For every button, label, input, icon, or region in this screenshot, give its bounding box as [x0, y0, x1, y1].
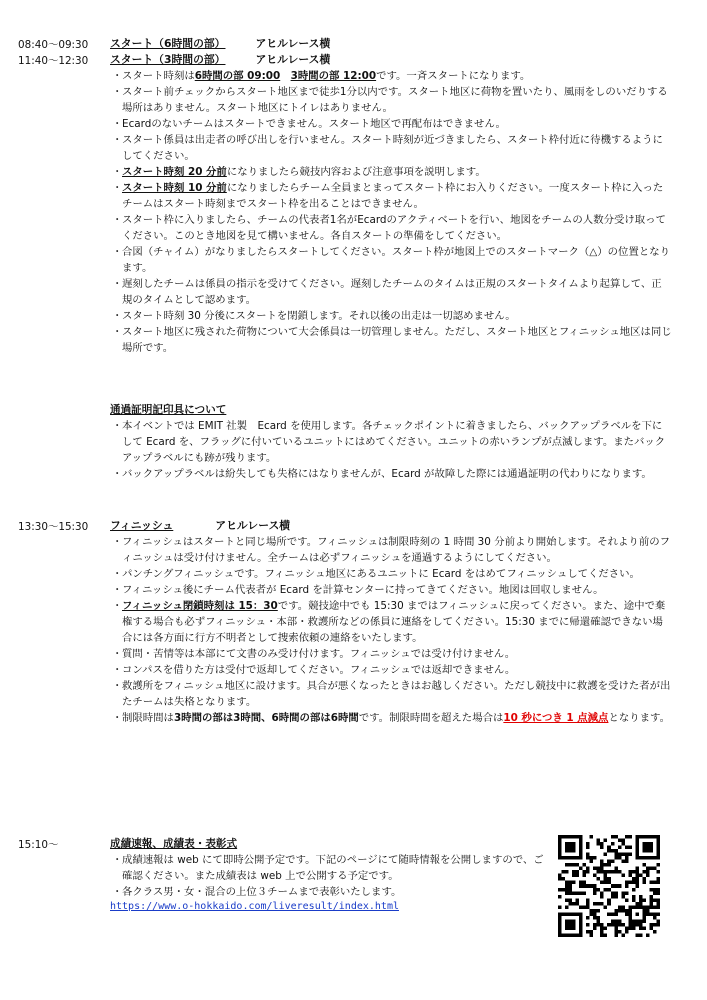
text-span: 10 秒につき 1 点減点	[503, 712, 609, 724]
bullet-dot: ・	[112, 854, 123, 866]
finish-heading	[110, 518, 290, 533]
proof-list	[112, 418, 672, 482]
bullet-dot: ・	[112, 118, 123, 130]
start-title-3h: スタート（3時間の部）	[110, 53, 226, 66]
text-span: フィニッシュ後にチーム代表者が Ecard を計算センターに持ってきてください。地図は回収しません。	[122, 584, 604, 596]
start-location-1: アヒルレース横	[255, 37, 331, 50]
bullet-dot: ・	[112, 246, 123, 258]
text-span: となります。	[608, 712, 670, 724]
text-span: になりましたらチーム全員まとまってスタート枠にお入りください。一度スタート枠に入ったチームはスタート時刻までスタート枠を出ることはできません。	[122, 182, 664, 210]
finish-title: フィニッシュ	[110, 519, 174, 532]
list-item	[112, 566, 672, 582]
text-span: です。制限時間を超えた場合は	[358, 712, 504, 724]
bullet-dot: ・	[112, 712, 123, 724]
bullet-dot: ・	[112, 166, 123, 178]
text-span: 本イベントでは EMIT 社製 Ecard を使用します。各チェックポイントに着きましたら、バックアップラベルを下にして Ecard を、フラッグに付いているユニットにはめてください。ユニットの赤いランプが点滅します。またバックアップラベルにも跡が残ります。	[122, 420, 666, 464]
bullet-dot: ・	[112, 420, 123, 432]
list-item	[112, 534, 672, 566]
bullet-dot: ・	[112, 680, 123, 692]
list-item	[112, 646, 672, 662]
list-item	[112, 164, 672, 180]
list-item	[112, 678, 672, 710]
list-item	[112, 276, 672, 308]
results-list	[112, 852, 552, 900]
list-item	[112, 132, 672, 164]
start-list	[112, 68, 672, 356]
text-span: 各クラス男・女・混合の上位３チームまで表彰いたします。	[122, 886, 402, 898]
text-span: です。一斉スタートになります。	[376, 70, 531, 82]
list-item	[112, 662, 672, 678]
text-span: フィニッシュはスタートと同じ場所です。フィニッシュは制限時刻の 1 時間 30 分前より開始します。それより前のフィニッシュは受け付けません。全チームは必ずフィニッシュを通過するようにしてください。	[122, 536, 670, 564]
text-span: フィニッシュ閉鎖時刻は 15：30	[122, 600, 278, 612]
text-span	[280, 70, 290, 82]
list-item	[112, 84, 672, 116]
bullet-dot: ・	[112, 86, 123, 98]
text-span: スタート時刻 20 分前	[122, 166, 227, 178]
list-item	[112, 116, 672, 132]
bullet-dot: ・	[112, 584, 123, 596]
list-item	[112, 710, 672, 726]
bullet-dot: ・	[112, 310, 123, 322]
results-title: 成績速報、成績表・表彰式	[110, 838, 238, 850]
bullet-dot: ・	[112, 536, 123, 548]
text-span: Ecardのないチームはスタートできません。スタート地区で再配布はできません。	[122, 118, 506, 130]
start-location-2: アヒルレース横	[255, 53, 331, 66]
text-span: スタート時刻 30 分後にスタートを閉鎖します。それ以後の出走は一切認めません。	[122, 310, 516, 322]
text-span: です。競技途中でも 15:30 まではフィニッシュに戻ってください。また、途中で棄権する場合も必ずフィニッシュ・本部・救護所などの係員に連絡をしてください。15:30 までに帰還確認できない場合には各方面に行方不明者として捜索依頼の連絡をいたします。	[122, 600, 666, 644]
bullet-dot: ・	[112, 648, 123, 660]
bullet-dot: ・	[112, 182, 123, 194]
text-span: 制限時間は	[122, 712, 174, 724]
list-item	[112, 598, 672, 646]
results-url-link[interactable]: https://www.o-hokkaido.com/liveresult/index.html	[110, 901, 399, 912]
list-item	[112, 180, 672, 212]
list-item	[112, 582, 672, 598]
text-span: スタート地区に残された荷物について大会係員は一切管理しません。ただし、スタート地区とフィニッシュ地区は同じ場所です。	[122, 326, 672, 354]
start-heading-3h	[110, 52, 330, 67]
text-span: 成績速報は web にて即時公開予定です。下記のページにて随時情報を公開しますので、ご確認ください。また成績表は web 上で公開する予定です。	[122, 854, 544, 882]
start-title-6h: スタート（6時間の部）	[110, 37, 226, 50]
bullet-dot: ・	[112, 214, 123, 226]
bullet-dot: ・	[112, 600, 123, 612]
list-item	[112, 466, 672, 482]
text-span: 3時間の部は3時間、6時間の部は6時間	[173, 712, 359, 724]
text-span: 救護所をフィニッシュ地区に設けます。具合が悪くなったときはお越しください。ただし競技中に救護を受けた者が出たチームは失格となります。	[122, 680, 671, 708]
text-span: スタート時刻は	[122, 70, 195, 82]
list-item	[112, 418, 672, 466]
text-span: 3時間の部 12:00	[290, 70, 377, 82]
list-item	[112, 852, 552, 884]
text-span: バックアップラベルは紛失しても失格にはなりませんが、Ecard が故障した際には通過証明の代わりになります。	[122, 468, 652, 480]
text-span: になりましたら競技内容および注意事項を説明します。	[226, 166, 486, 178]
bullet-dot: ・	[112, 278, 123, 290]
list-item	[112, 308, 672, 324]
proof-title: 通過証明記印具について	[110, 404, 227, 416]
text-span: スタート時刻 10 分前	[122, 182, 227, 194]
bullet-dot: ・	[112, 664, 123, 676]
finish-location: アヒルレース横	[215, 519, 291, 532]
qr-code-icon	[558, 835, 660, 937]
text-span: 遅刻したチームは係員の指示を受けてください。遅刻したチームのタイムは正規のスタートタイムより起算して、正規のタイムとして認めます。	[122, 278, 662, 306]
text-span: スタート枠に入りましたら、チームの代表者1名がEcardのアクティベートを行い、地図をチームの人数分受け取ってください。このとき地図を見て構いません。各自スタートの準備をしてください。	[122, 214, 666, 242]
list-item	[112, 324, 672, 356]
start-heading-6h	[110, 36, 330, 51]
bullet-dot: ・	[112, 70, 123, 82]
bullet-dot: ・	[112, 568, 123, 580]
text-span: 6時間の部 09:00	[194, 70, 281, 82]
finish-list	[112, 534, 672, 726]
finish-time: 13:30～15:30	[18, 521, 89, 533]
list-item	[112, 244, 672, 276]
text-span: 合図（チャイム）がなりましたらスタートしてください。スタート枠が地図上でのスタートマーク（△）の位置となります。	[122, 246, 670, 274]
bullet-dot: ・	[112, 886, 123, 898]
start-time-6h: 08:40～09:30	[18, 39, 89, 51]
text-span: 質問・苦情等は本部にて文書のみ受け付けます。フィニッシュでは受け付けません。	[122, 648, 516, 660]
results-time: 15:10～	[18, 839, 59, 851]
bullet-dot: ・	[112, 468, 123, 480]
bullet-dot: ・	[112, 326, 123, 338]
text-span: パンチングフィニッシュです。フィニッシュ地区にあるユニットに Ecard をはめてフィニッシュしてください。	[122, 568, 640, 580]
text-span: スタート前チェックからスタート地区まで徒歩1分以内です。スタート地区に荷物を置いたり、風雨をしのいだりする場所はありません。スタート地区にトイレはありません。	[122, 86, 668, 114]
list-item	[112, 68, 672, 84]
bullet-dot: ・	[112, 134, 123, 146]
text-span: コンパスを借りた方は受付で返却してください。フィニッシュでは返却できません。	[122, 664, 516, 676]
start-time-3h: 11:40～12:30	[18, 55, 89, 67]
list-item	[112, 884, 552, 900]
list-item	[112, 212, 672, 244]
text-span: スタート係員は出走者の呼び出しを行いません。スタート時刻が近づきましたら、スタート枠付近に待機するようにしてください。	[122, 134, 663, 162]
